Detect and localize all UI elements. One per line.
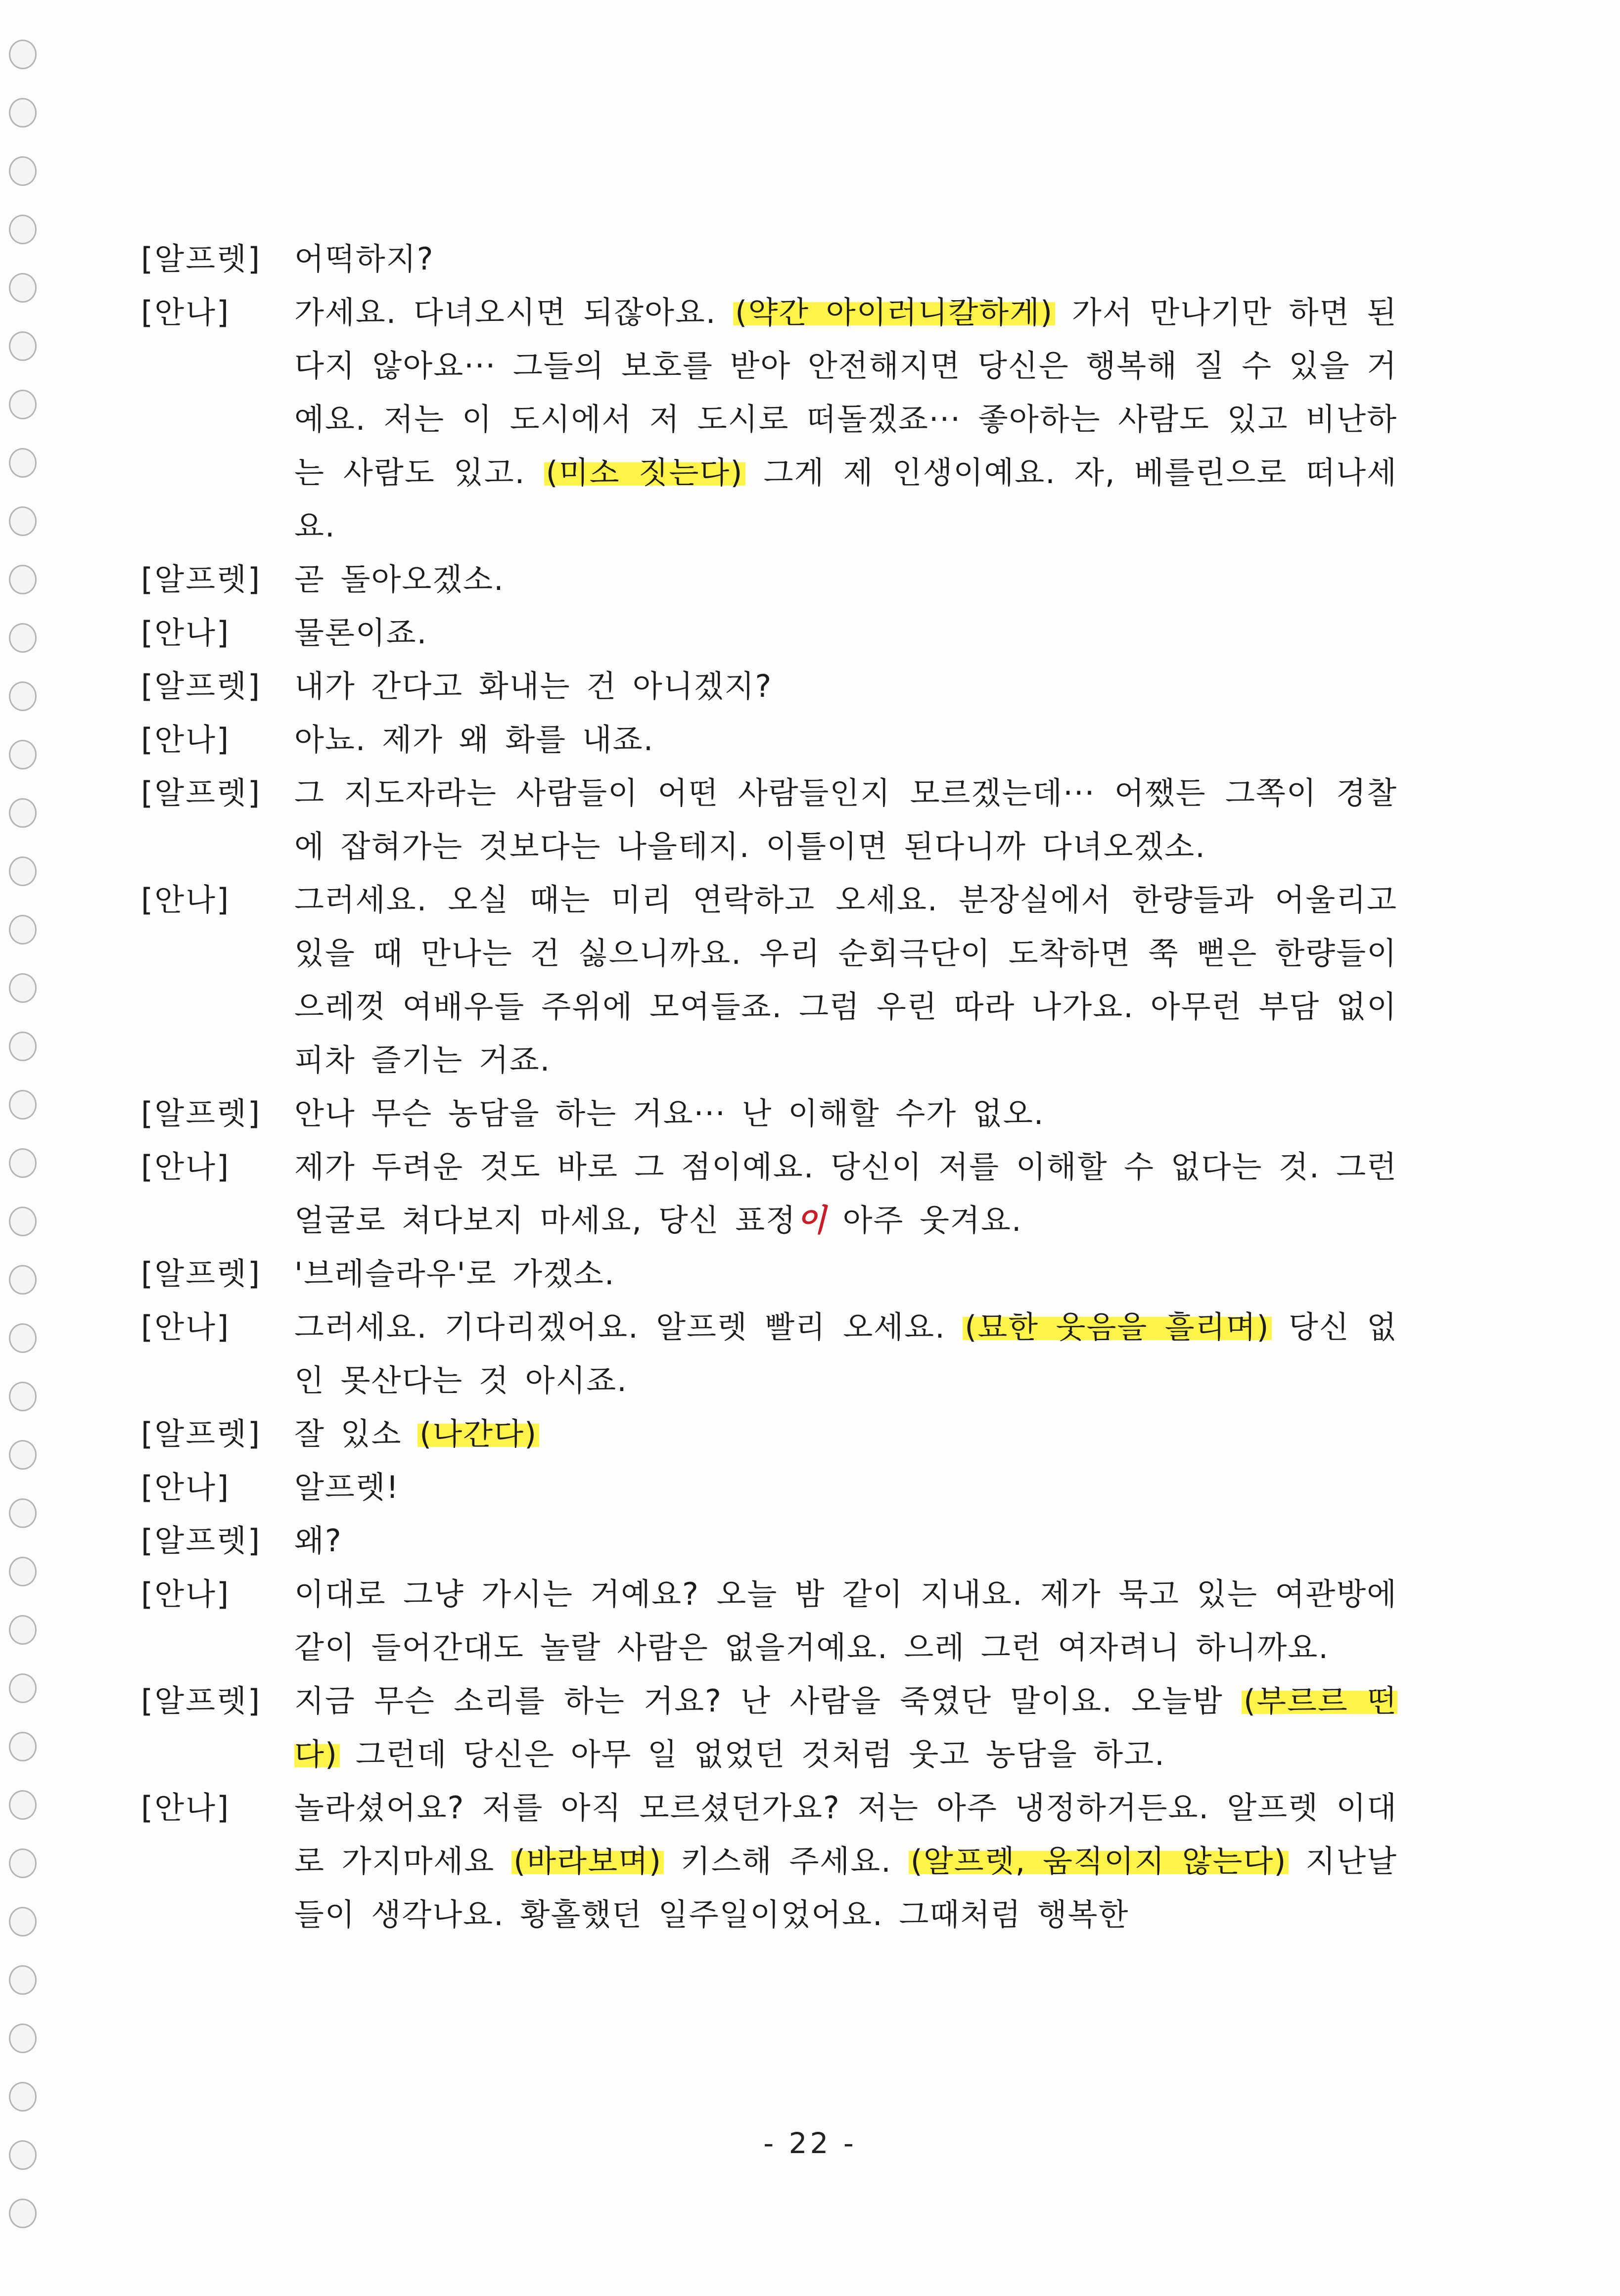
- binder-hole: [9, 273, 37, 303]
- binder-hole: [9, 390, 37, 419]
- line-text: 그러세요. 오실 때는 미리 연락하고 오세요. 분장실에서 한량들과 어울리고 있을 때 만나는 건 싫으니까요. 우리 순회극단이 도착하면 쭉 뻗은 한량들이 으레껏 여배우들 주위에 모여들죠. 그럼 우린 따라 나가요. 아무런 부담 없이 피차 즐기는 거죠.: [294, 882, 1397, 1078]
- binder-hole: [9, 1323, 37, 1353]
- binder-hole: [9, 98, 37, 128]
- dialogue-line: [294, 713, 1397, 766]
- line-text: 내가 간다고 화내는 건 아니겠지?: [294, 668, 773, 704]
- dialogue-line: [294, 286, 1397, 553]
- binder-holes: [9, 40, 53, 2275]
- line-text: 지난날들이 생각나요. 황홀했던 일주일이었어요. 그때처럼 행복한: [294, 1843, 1398, 1933]
- line-text: 당신 없인 못산다는 것 아시죠.: [294, 1309, 1397, 1398]
- dialogue-entry: [141, 1407, 1397, 1461]
- binder-hole: [9, 740, 37, 769]
- dialogue-entry: [141, 660, 1397, 713]
- speaker-label: [알프렛]: [141, 1256, 262, 1292]
- binder-hole: [9, 681, 37, 711]
- dialogue-line: [294, 1674, 1397, 1781]
- dialogue-line: [294, 1514, 1397, 1568]
- binder-hole: [9, 2199, 37, 2228]
- speaker-label: [알프렛]: [141, 1683, 262, 1719]
- line-text: 알프렛!: [294, 1469, 400, 1505]
- line-text: 그 지도자라는 사람들이 어떤 사람들인지 모르겠는데··· 어쨌든 그쪽이 경찰에 잡혀가는 것보다는 나을테지. 이틀이면 된다니까 다녀오겠소.: [294, 775, 1397, 864]
- speaker-label: [알프렛]: [141, 668, 262, 704]
- line-text: 곧 돌아오겠소.: [294, 561, 505, 597]
- binder-hole: [9, 1498, 37, 1528]
- speaker-label: [안나]: [141, 1790, 231, 1826]
- stage-direction-highlighted: (묘한 웃음을 흘리며): [963, 1309, 1271, 1345]
- dialogue-entry: [141, 1674, 1397, 1781]
- line-text: 놀라셨어요? 저를 아직 모르셨던가요? 저는 아주 냉정하거든요. 알프렛 이대로 가지마세요: [294, 1790, 1397, 1879]
- stage-direction-highlighted: (바라보며): [511, 1843, 664, 1879]
- dialogue-entry: [141, 606, 1397, 660]
- dialogue-entry: [141, 1514, 1397, 1568]
- line-text: 그러세요. 기다리겠어요. 알프렛 빨리 오세요.: [294, 1309, 963, 1345]
- binder-hole: [9, 565, 37, 594]
- dialogue-entry: [141, 1247, 1397, 1301]
- dialogue-line: [294, 232, 1397, 286]
- binder-hole: [9, 1265, 37, 1295]
- dialogue-line: [294, 1087, 1397, 1140]
- page-number: - 22 -: [763, 2126, 857, 2160]
- speaker-label: [안나]: [141, 721, 231, 758]
- correction-mark: 이: [796, 1202, 827, 1238]
- binder-hole: [9, 1148, 37, 1178]
- binder-hole: [9, 1732, 37, 1761]
- line-text: 가서 만나기만 하면 된다지 않아요··· 그들의 보호를 받아 안전해지면 당신은 행복해 질 수 있을 거예요. 저는 이 도시에서 저 도시로 떠돌겠죠··· 좋아하는 사람도 있고 비난하는 사람도 있고.: [294, 294, 1397, 491]
- dialogue-entry: [141, 1461, 1397, 1514]
- line-text: 지금 무슨 소리를 하는 거요? 난 사람을 죽였단 말이요. 오늘밤: [294, 1683, 1242, 1719]
- line-text: 잘 있소: [294, 1416, 418, 1452]
- dialogue-line: [294, 1568, 1397, 1674]
- line-text: 이대로 그냥 가시는 거예요? 오늘 밤 같이 지내요. 제가 묵고 있는 여관방에 같이 들어간대도 놀랄 사람은 없을거예요. 으레 그런 여자려니 하니까요.: [294, 1576, 1397, 1666]
- dialogue-entry: [141, 286, 1397, 553]
- speaker-label: [안나]: [141, 615, 231, 651]
- binder-hole: [9, 331, 37, 361]
- dialogue-entry: [141, 1781, 1397, 1941]
- binder-hole: [9, 1790, 37, 1820]
- dialogue-line: [294, 1781, 1397, 1941]
- line-text: 아뇨. 제가 왜 화를 내죠.: [294, 721, 654, 758]
- dialogue-line: [294, 1407, 1397, 1461]
- line-text: 제가 두려운 것도 바로 그 점이예요. 당신이 저를 이해할 수 없다는 것. 그런 얼굴로 쳐다보지 마세요, 당신 표정: [294, 1149, 1397, 1238]
- stage-direction-highlighted: (부르르 떤다): [294, 1683, 1398, 1772]
- line-text: 키스해 주세요.: [664, 1843, 909, 1879]
- line-text: 그런데 당신은 아무 일 없었던 것처럼 웃고 농담을 하고.: [340, 1736, 1165, 1772]
- dialogue-entry: [141, 1140, 1397, 1247]
- stage-direction-highlighted: (나간다): [417, 1416, 539, 1452]
- dialogue-line: [294, 1247, 1397, 1301]
- dialogue-line: [294, 766, 1397, 873]
- line-text: 그게 제 인생이예요. 자, 베를린으로 떠나세요.: [294, 454, 1397, 544]
- dialogue-line: [294, 1140, 1397, 1247]
- speaker-label: [알프렛]: [141, 775, 262, 811]
- dialogue-line: [294, 553, 1397, 606]
- binder-hole: [9, 1032, 37, 1061]
- stage-direction-highlighted: (미소 짓는다): [544, 454, 745, 491]
- speaker-label: [알프렛]: [141, 1523, 262, 1559]
- speaker-label: [알프렛]: [141, 1416, 262, 1452]
- dialogue-entry: [141, 1087, 1397, 1140]
- binder-hole: [9, 2024, 37, 2053]
- line-text: 물론이죠.: [294, 615, 428, 651]
- speaker-label: [안나]: [141, 1576, 231, 1612]
- line-text: 안나 무슨 농담을 하는 거요··· 난 이해할 수가 없오.: [294, 1095, 1045, 1131]
- binder-hole: [9, 1907, 37, 1936]
- stage-direction-highlighted: (약간 아이러니칼하게): [733, 294, 1055, 330]
- dialogue-entry: [141, 232, 1397, 286]
- dialogue-line: [294, 873, 1397, 1087]
- binder-hole: [9, 856, 37, 886]
- speaker-label: [알프렛]: [141, 241, 262, 277]
- dialogue-entry: [141, 766, 1397, 873]
- binder-hole: [9, 798, 37, 828]
- binder-hole: [9, 506, 37, 536]
- binder-hole: [9, 973, 37, 1003]
- dialogue-line: [294, 606, 1397, 660]
- dialogue-line: [294, 1461, 1397, 1514]
- binder-hole: [9, 1557, 37, 1586]
- stage-direction-highlighted: (알프렛, 움직이지 않는다): [909, 1843, 1289, 1879]
- speaker-label: [알프렛]: [141, 1095, 262, 1131]
- binder-hole: [9, 1382, 37, 1411]
- binder-hole: [9, 1090, 37, 1120]
- dialogue-entry: [141, 1301, 1397, 1407]
- binder-hole: [9, 448, 37, 478]
- binder-hole: [9, 623, 37, 653]
- line-text: '브레슬라우'로 가겠소.: [294, 1256, 615, 1292]
- speaker-label: [안나]: [141, 1469, 231, 1505]
- speaker-label: [안나]: [141, 294, 231, 330]
- speaker-label: [안나]: [141, 882, 231, 918]
- binder-hole: [9, 215, 37, 244]
- dialogue-line: [294, 660, 1397, 713]
- binder-hole: [9, 156, 37, 186]
- binder-hole: [9, 915, 37, 945]
- binder-hole: [9, 1440, 37, 1470]
- binder-hole: [9, 1673, 37, 1703]
- binder-hole: [9, 1207, 37, 1236]
- binder-hole: [9, 2082, 37, 2112]
- binder-hole: [9, 1965, 37, 1995]
- line-text: 아주 웃겨요.: [827, 1202, 1022, 1238]
- dialogue-entry: [141, 553, 1397, 606]
- dialogue-entry: [141, 873, 1397, 1087]
- binder-hole: [9, 1615, 37, 1645]
- dialogue-body: [141, 232, 1397, 1941]
- line-text: 어떡하지?: [294, 241, 434, 277]
- line-text: 가세요. 다녀오시면 되잖아요.: [294, 294, 734, 330]
- dialogue-entry: [141, 713, 1397, 766]
- line-text: 왜?: [294, 1523, 342, 1559]
- binder-hole: [9, 1848, 37, 1878]
- dialogue-line: [294, 1301, 1397, 1407]
- speaker-label: [안나]: [141, 1309, 231, 1345]
- binder-hole: [9, 40, 37, 69]
- speaker-label: [알프렛]: [141, 561, 262, 597]
- speaker-label: [안나]: [141, 1149, 231, 1185]
- dialogue-entry: [141, 1568, 1397, 1674]
